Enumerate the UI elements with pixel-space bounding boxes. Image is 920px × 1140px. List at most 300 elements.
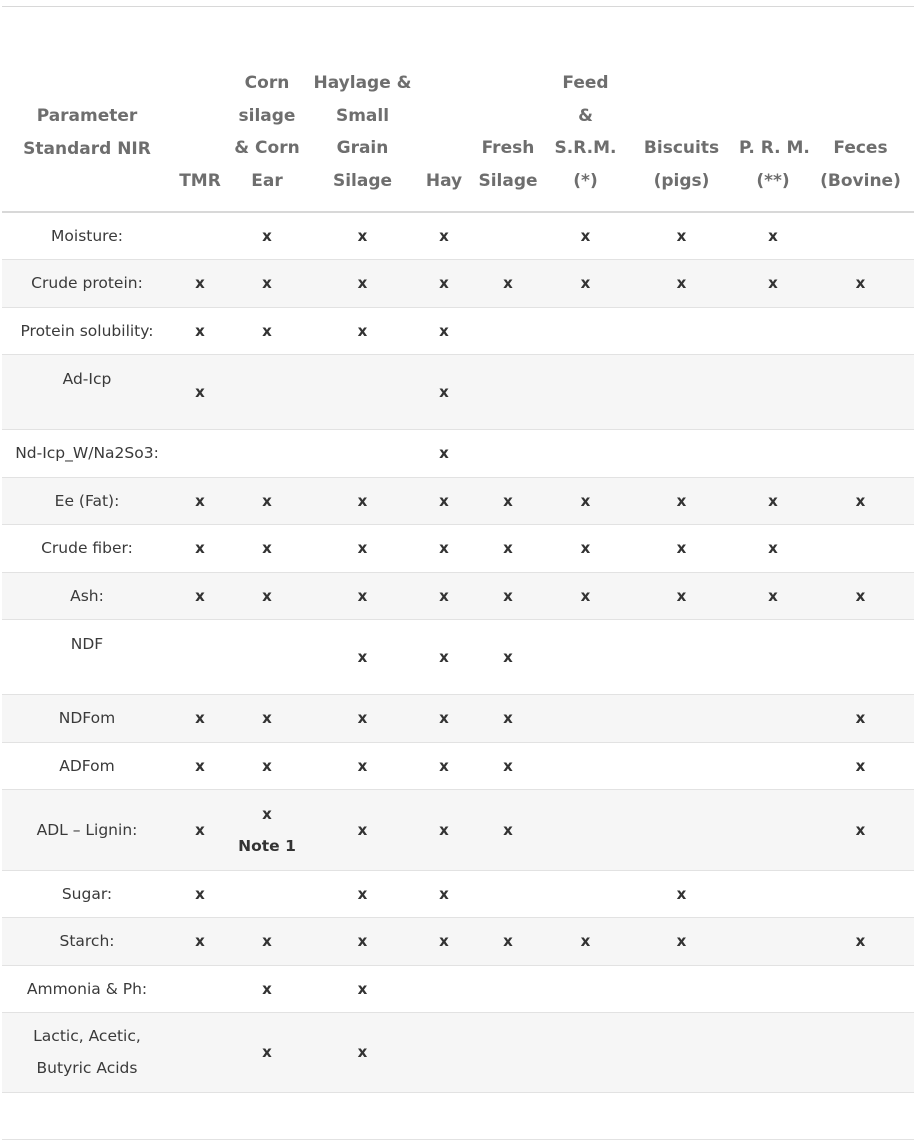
- mark-cell: [306, 742, 419, 789]
- check-mark: x: [195, 756, 205, 775]
- check-mark: x: [768, 274, 778, 292]
- mark-cell: [624, 524, 739, 572]
- check-mark: x: [439, 884, 449, 903]
- table-row: [2, 354, 914, 429]
- mark-cell: [228, 477, 306, 524]
- mark-cell: [306, 429, 419, 477]
- check-mark: x: [262, 756, 272, 775]
- check-mark: x: [357, 979, 368, 998]
- mark-cell: [739, 429, 807, 477]
- column-header-line: Ear: [251, 170, 283, 191]
- mark-cell: [469, 694, 547, 742]
- mark-cell: [419, 694, 469, 742]
- column-header-3: [306, 7, 419, 213]
- parameter-cell: [2, 212, 172, 259]
- mark-cell: [419, 870, 469, 917]
- mark-cell: [469, 524, 547, 572]
- parameter-cell: [2, 965, 172, 1012]
- column-header-line: Silage: [332, 170, 393, 191]
- mark-cell: [172, 694, 228, 742]
- mark-cell: [306, 1012, 419, 1092]
- check-mark: x: [503, 274, 513, 292]
- mark-cell: [624, 212, 739, 259]
- check-mark: x: [195, 382, 205, 401]
- mark-cell: [228, 354, 306, 429]
- column-header-line: (*): [573, 170, 598, 191]
- mark-cell: [306, 212, 419, 259]
- mark-cell: [172, 429, 228, 477]
- nir-parameters-table-container: [2, 6, 914, 1140]
- check-mark: x: [439, 586, 449, 605]
- check-mark: x: [439, 274, 449, 292]
- check-mark: x: [262, 804, 272, 823]
- mark-cell: [624, 965, 739, 1012]
- mark-cell: [547, 572, 624, 619]
- mark-cell: [306, 524, 419, 572]
- table-row: [2, 524, 914, 572]
- column-header-line: Grain: [336, 138, 389, 158]
- mark-cell: [172, 742, 228, 789]
- column-header-2: [228, 7, 306, 213]
- parameter-label: ADFom: [59, 756, 115, 775]
- mark-cell: [228, 572, 306, 619]
- mark-cell: [172, 477, 228, 524]
- mark-cell: [172, 789, 228, 870]
- mark-cell: [172, 354, 228, 429]
- parameter-cell: [2, 1012, 172, 1092]
- check-mark: x: [439, 820, 449, 839]
- mark-cell: [807, 307, 914, 354]
- check-mark: x: [439, 709, 449, 727]
- check-mark: x: [357, 539, 368, 557]
- mark-cell: [419, 619, 469, 694]
- check-mark: x: [357, 226, 368, 245]
- column-header-line: TMR: [179, 170, 221, 191]
- mark-cell: [739, 619, 807, 694]
- mark-cell: [547, 354, 624, 429]
- mark-cell: [547, 965, 624, 1012]
- check-mark: x: [262, 932, 272, 950]
- parameter-label: Butyric Acids: [36, 1059, 138, 1077]
- mark-cell: [547, 1012, 624, 1092]
- mark-cell: [739, 870, 807, 917]
- parameter-label: Moisture:: [51, 226, 123, 245]
- column-header-1: [172, 7, 228, 213]
- parameter-cell: [2, 477, 172, 524]
- mark-cell: [547, 619, 624, 694]
- parameter-cell: [2, 429, 172, 477]
- check-mark: x: [262, 274, 272, 292]
- check-mark: x: [580, 226, 591, 245]
- check-mark: x: [195, 709, 205, 727]
- check-mark: x: [357, 321, 368, 340]
- mark-cell: [172, 259, 228, 307]
- mark-cell: [228, 694, 306, 742]
- parameter-cell: [2, 742, 172, 789]
- column-header-line: Feces: [833, 138, 888, 158]
- column-header-line: & Corn: [234, 138, 300, 158]
- mark-cell: [624, 1012, 739, 1092]
- mark-cell: [624, 259, 739, 307]
- check-mark: x: [580, 539, 591, 557]
- mark-cell: [547, 524, 624, 572]
- mark-cell: [807, 354, 914, 429]
- column-header-line: S.R.M.: [554, 138, 617, 158]
- mark-cell: [624, 477, 739, 524]
- column-header-line: Parameter: [36, 106, 138, 126]
- column-header-line: (Bovine): [820, 170, 901, 191]
- mark-cell: [807, 212, 914, 259]
- mark-cell: [306, 694, 419, 742]
- mark-cell: [228, 619, 306, 694]
- parameter-cell: [2, 572, 172, 619]
- mark-cell: [172, 870, 228, 917]
- check-mark: x: [439, 756, 449, 775]
- check-mark: x: [262, 491, 272, 510]
- check-mark: x: [262, 539, 272, 557]
- mark-cell: [547, 870, 624, 917]
- check-mark: x: [195, 932, 205, 950]
- column-header-line: P. R. M.: [739, 138, 810, 158]
- mark-cell: [739, 524, 807, 572]
- mark-cell: [172, 917, 228, 965]
- mark-cell: [228, 429, 306, 477]
- column-header-line: Silage: [478, 170, 538, 191]
- check-mark: x: [439, 539, 449, 557]
- mark-cell: [547, 259, 624, 307]
- check-mark: x: [855, 932, 866, 950]
- check-mark: x: [195, 274, 205, 292]
- check-mark: x: [357, 820, 368, 839]
- check-mark: x: [439, 382, 449, 401]
- check-mark: x: [503, 647, 513, 666]
- parameter-label: Starch:: [59, 932, 115, 950]
- mark-cell: [547, 477, 624, 524]
- mark-cell: [172, 572, 228, 619]
- mark-cell: [419, 429, 469, 477]
- check-mark: x: [768, 491, 778, 510]
- mark-cell: [419, 307, 469, 354]
- check-mark: x: [855, 756, 866, 775]
- mark-cell: [807, 259, 914, 307]
- mark-cell: [172, 307, 228, 354]
- parameter-cell: [2, 259, 172, 307]
- mark-cell: [739, 572, 807, 619]
- mark-cell: [807, 429, 914, 477]
- mark-cell: [624, 307, 739, 354]
- mark-cell: [419, 212, 469, 259]
- mark-cell: [547, 212, 624, 259]
- check-mark: x: [262, 709, 272, 727]
- mark-cell: [547, 307, 624, 354]
- parameter-label: Ammonia & Ph:: [26, 979, 148, 998]
- parameter-label: Crude fiber:: [41, 539, 133, 557]
- parameter-cell: [2, 694, 172, 742]
- mark-cell: [547, 694, 624, 742]
- mark-cell: [228, 259, 306, 307]
- mark-cell: [807, 1012, 914, 1092]
- mark-cell: [807, 789, 914, 870]
- check-mark: x: [855, 491, 866, 510]
- mark-cell: [469, 212, 547, 259]
- check-mark: x: [768, 586, 778, 605]
- mark-cell: [306, 259, 419, 307]
- mark-cell: [172, 212, 228, 259]
- mark-cell: [469, 870, 547, 917]
- table-row: [2, 619, 914, 694]
- mark-cell: [228, 742, 306, 789]
- mark-cell: [739, 477, 807, 524]
- check-mark: x: [195, 820, 205, 839]
- check-mark: x: [503, 756, 513, 775]
- mark-cell: [469, 917, 547, 965]
- parameter-cell: [2, 789, 172, 870]
- parameter-label: Protein solubility:: [20, 321, 154, 340]
- mark-cell: [547, 429, 624, 477]
- mark-cell: [228, 307, 306, 354]
- mark-cell: [624, 917, 739, 965]
- mark-cell: [172, 619, 228, 694]
- mark-cell: [624, 572, 739, 619]
- column-header-line: Biscuits: [643, 138, 720, 158]
- parameter-label: Ash:: [70, 586, 104, 605]
- check-mark: x: [503, 586, 513, 605]
- parameter-label: Crude protein:: [31, 274, 143, 292]
- mark-cell: [469, 307, 547, 354]
- column-header-line: Small: [335, 105, 390, 126]
- mark-cell: [807, 917, 914, 965]
- mark-cell: [807, 694, 914, 742]
- mark-cell: [807, 619, 914, 694]
- mark-cell: [739, 307, 807, 354]
- table-body: [2, 212, 914, 1139]
- parameter-label: Lactic, Acetic,: [33, 1027, 141, 1045]
- check-mark: x: [676, 539, 687, 557]
- mark-cell: [306, 477, 419, 524]
- mark-cell: [807, 870, 914, 917]
- mark-cell: [228, 789, 306, 870]
- column-header-line: Corn: [244, 73, 290, 93]
- mark-cell: [547, 917, 624, 965]
- mark-cell: [172, 965, 228, 1012]
- parameter-cell: [2, 619, 172, 694]
- check-mark: x: [357, 709, 368, 727]
- check-mark: x: [357, 586, 368, 605]
- mark-cell: [306, 965, 419, 1012]
- column-header-0: [2, 7, 172, 213]
- mark-cell: [469, 1012, 547, 1092]
- column-header-line: Hay: [425, 170, 463, 191]
- check-mark: x: [503, 932, 513, 950]
- column-header-6: [547, 7, 624, 213]
- parameter-label: NDF: [70, 634, 104, 653]
- mark-cell: [807, 524, 914, 572]
- column-header-line: Haylage &: [313, 73, 412, 93]
- check-mark: x: [439, 444, 449, 462]
- check-mark: x: [262, 1043, 272, 1061]
- mark-cell: [739, 917, 807, 965]
- parameter-label: NDFom: [58, 709, 116, 727]
- mark-cell: [306, 789, 419, 870]
- check-mark: x: [195, 884, 205, 903]
- mark-cell: [469, 429, 547, 477]
- parameter-cell: [2, 524, 172, 572]
- parameter-cell: [2, 870, 172, 917]
- check-mark: x: [855, 586, 866, 605]
- mark-cell: [807, 742, 914, 789]
- mark-cell: [469, 477, 547, 524]
- mark-cell: [807, 965, 914, 1012]
- mark-cell: [469, 259, 547, 307]
- mark-cell: [469, 572, 547, 619]
- check-mark: x: [439, 647, 449, 666]
- table-row: [2, 212, 914, 259]
- mark-cell: [739, 694, 807, 742]
- mark-cell: [739, 789, 807, 870]
- table-row: [2, 789, 914, 870]
- check-mark: x: [195, 321, 205, 340]
- mark-cell: [228, 917, 306, 965]
- check-mark: x: [676, 884, 687, 903]
- parameter-cell: [2, 354, 172, 429]
- mark-cell: [228, 524, 306, 572]
- mark-cell: [547, 742, 624, 789]
- check-mark: x: [768, 226, 778, 245]
- check-mark: x: [357, 491, 368, 510]
- mark-cell: [419, 259, 469, 307]
- table-row: [2, 1012, 914, 1092]
- mark-cell: [624, 789, 739, 870]
- check-mark: x: [262, 226, 272, 245]
- parameter-cell: [2, 307, 172, 354]
- table-row: [2, 917, 914, 965]
- mark-cell: [739, 259, 807, 307]
- column-header-line: Fresh: [481, 138, 535, 158]
- column-header-7: [624, 7, 739, 213]
- column-header-5: [469, 7, 547, 213]
- parameter-label: Sugar:: [61, 884, 113, 903]
- column-header-line: (pigs): [653, 170, 710, 191]
- table-header: [2, 7, 914, 213]
- mark-cell: [624, 870, 739, 917]
- table-row: [2, 259, 914, 307]
- mark-cell: [419, 524, 469, 572]
- table-row: [2, 477, 914, 524]
- check-mark: x: [855, 709, 866, 727]
- mark-cell: [469, 354, 547, 429]
- mark-cell: [624, 694, 739, 742]
- check-mark: x: [262, 979, 272, 998]
- check-mark: x: [439, 932, 449, 950]
- check-mark: x: [580, 274, 591, 292]
- check-mark: x: [676, 491, 687, 510]
- check-mark: x: [439, 321, 449, 340]
- column-header-line: &: [578, 105, 593, 126]
- mark-cell: [807, 572, 914, 619]
- check-mark: x: [580, 491, 591, 510]
- mark-cell: [469, 742, 547, 789]
- check-mark: x: [195, 539, 205, 557]
- column-header-9: [807, 7, 914, 213]
- empty-row: [2, 1092, 914, 1139]
- check-mark: x: [439, 491, 449, 510]
- mark-cell: [306, 917, 419, 965]
- mark-cell: [469, 619, 547, 694]
- check-mark: x: [357, 756, 368, 775]
- check-mark: x: [503, 491, 513, 510]
- check-mark: x: [768, 539, 778, 557]
- note-label: Note 1: [238, 836, 296, 855]
- column-header-line: Feed: [562, 73, 609, 93]
- check-mark: x: [855, 274, 866, 292]
- empty-cell: [2, 1092, 914, 1139]
- mark-cell: [469, 965, 547, 1012]
- mark-cell: [172, 1012, 228, 1092]
- check-mark: x: [503, 539, 513, 557]
- mark-cell: [624, 429, 739, 477]
- mark-cell: [172, 524, 228, 572]
- mark-cell: [547, 789, 624, 870]
- mark-cell: [306, 572, 419, 619]
- table-row: [2, 307, 914, 354]
- mark-cell: [739, 742, 807, 789]
- parameter-label: ADL – Lignin:: [36, 820, 138, 839]
- mark-cell: [419, 917, 469, 965]
- table-row: [2, 870, 914, 917]
- mark-cell: [228, 870, 306, 917]
- mark-cell: [228, 1012, 306, 1092]
- parameter-cell: [2, 917, 172, 965]
- mark-cell: [419, 742, 469, 789]
- mark-cell: [306, 354, 419, 429]
- mark-cell: [624, 742, 739, 789]
- column-header-8: [739, 7, 810, 213]
- check-mark: x: [676, 226, 687, 245]
- column-header-4: [419, 7, 469, 213]
- mark-cell: [739, 354, 807, 429]
- check-mark: x: [195, 586, 205, 605]
- table-row: [2, 742, 914, 789]
- check-mark: x: [676, 586, 687, 605]
- check-mark: x: [503, 820, 513, 839]
- mark-cell: [419, 477, 469, 524]
- column-header-line: (**): [756, 170, 790, 191]
- mark-cell: [419, 572, 469, 619]
- table-row: [2, 572, 914, 619]
- check-mark: x: [262, 321, 272, 340]
- check-mark: x: [357, 1043, 368, 1061]
- check-mark: x: [676, 274, 687, 292]
- check-mark: x: [357, 647, 368, 666]
- check-mark: x: [439, 226, 449, 245]
- mark-cell: [306, 619, 419, 694]
- mark-cell: [419, 965, 469, 1012]
- check-mark: x: [262, 586, 272, 605]
- mark-cell: [419, 1012, 469, 1092]
- table-row: [2, 965, 914, 1012]
- mark-cell: [419, 354, 469, 429]
- header-row: [2, 7, 914, 213]
- parameter-label: Ee (Fat):: [54, 491, 120, 510]
- check-mark: x: [195, 491, 205, 510]
- column-header-line: Standard NIR: [23, 138, 151, 159]
- parameter-label: Ad-Icp: [62, 369, 112, 388]
- mark-cell: [228, 212, 306, 259]
- check-mark: x: [357, 932, 368, 950]
- mark-cell: [306, 307, 419, 354]
- mark-cell: [739, 1012, 807, 1092]
- check-mark: x: [676, 932, 687, 950]
